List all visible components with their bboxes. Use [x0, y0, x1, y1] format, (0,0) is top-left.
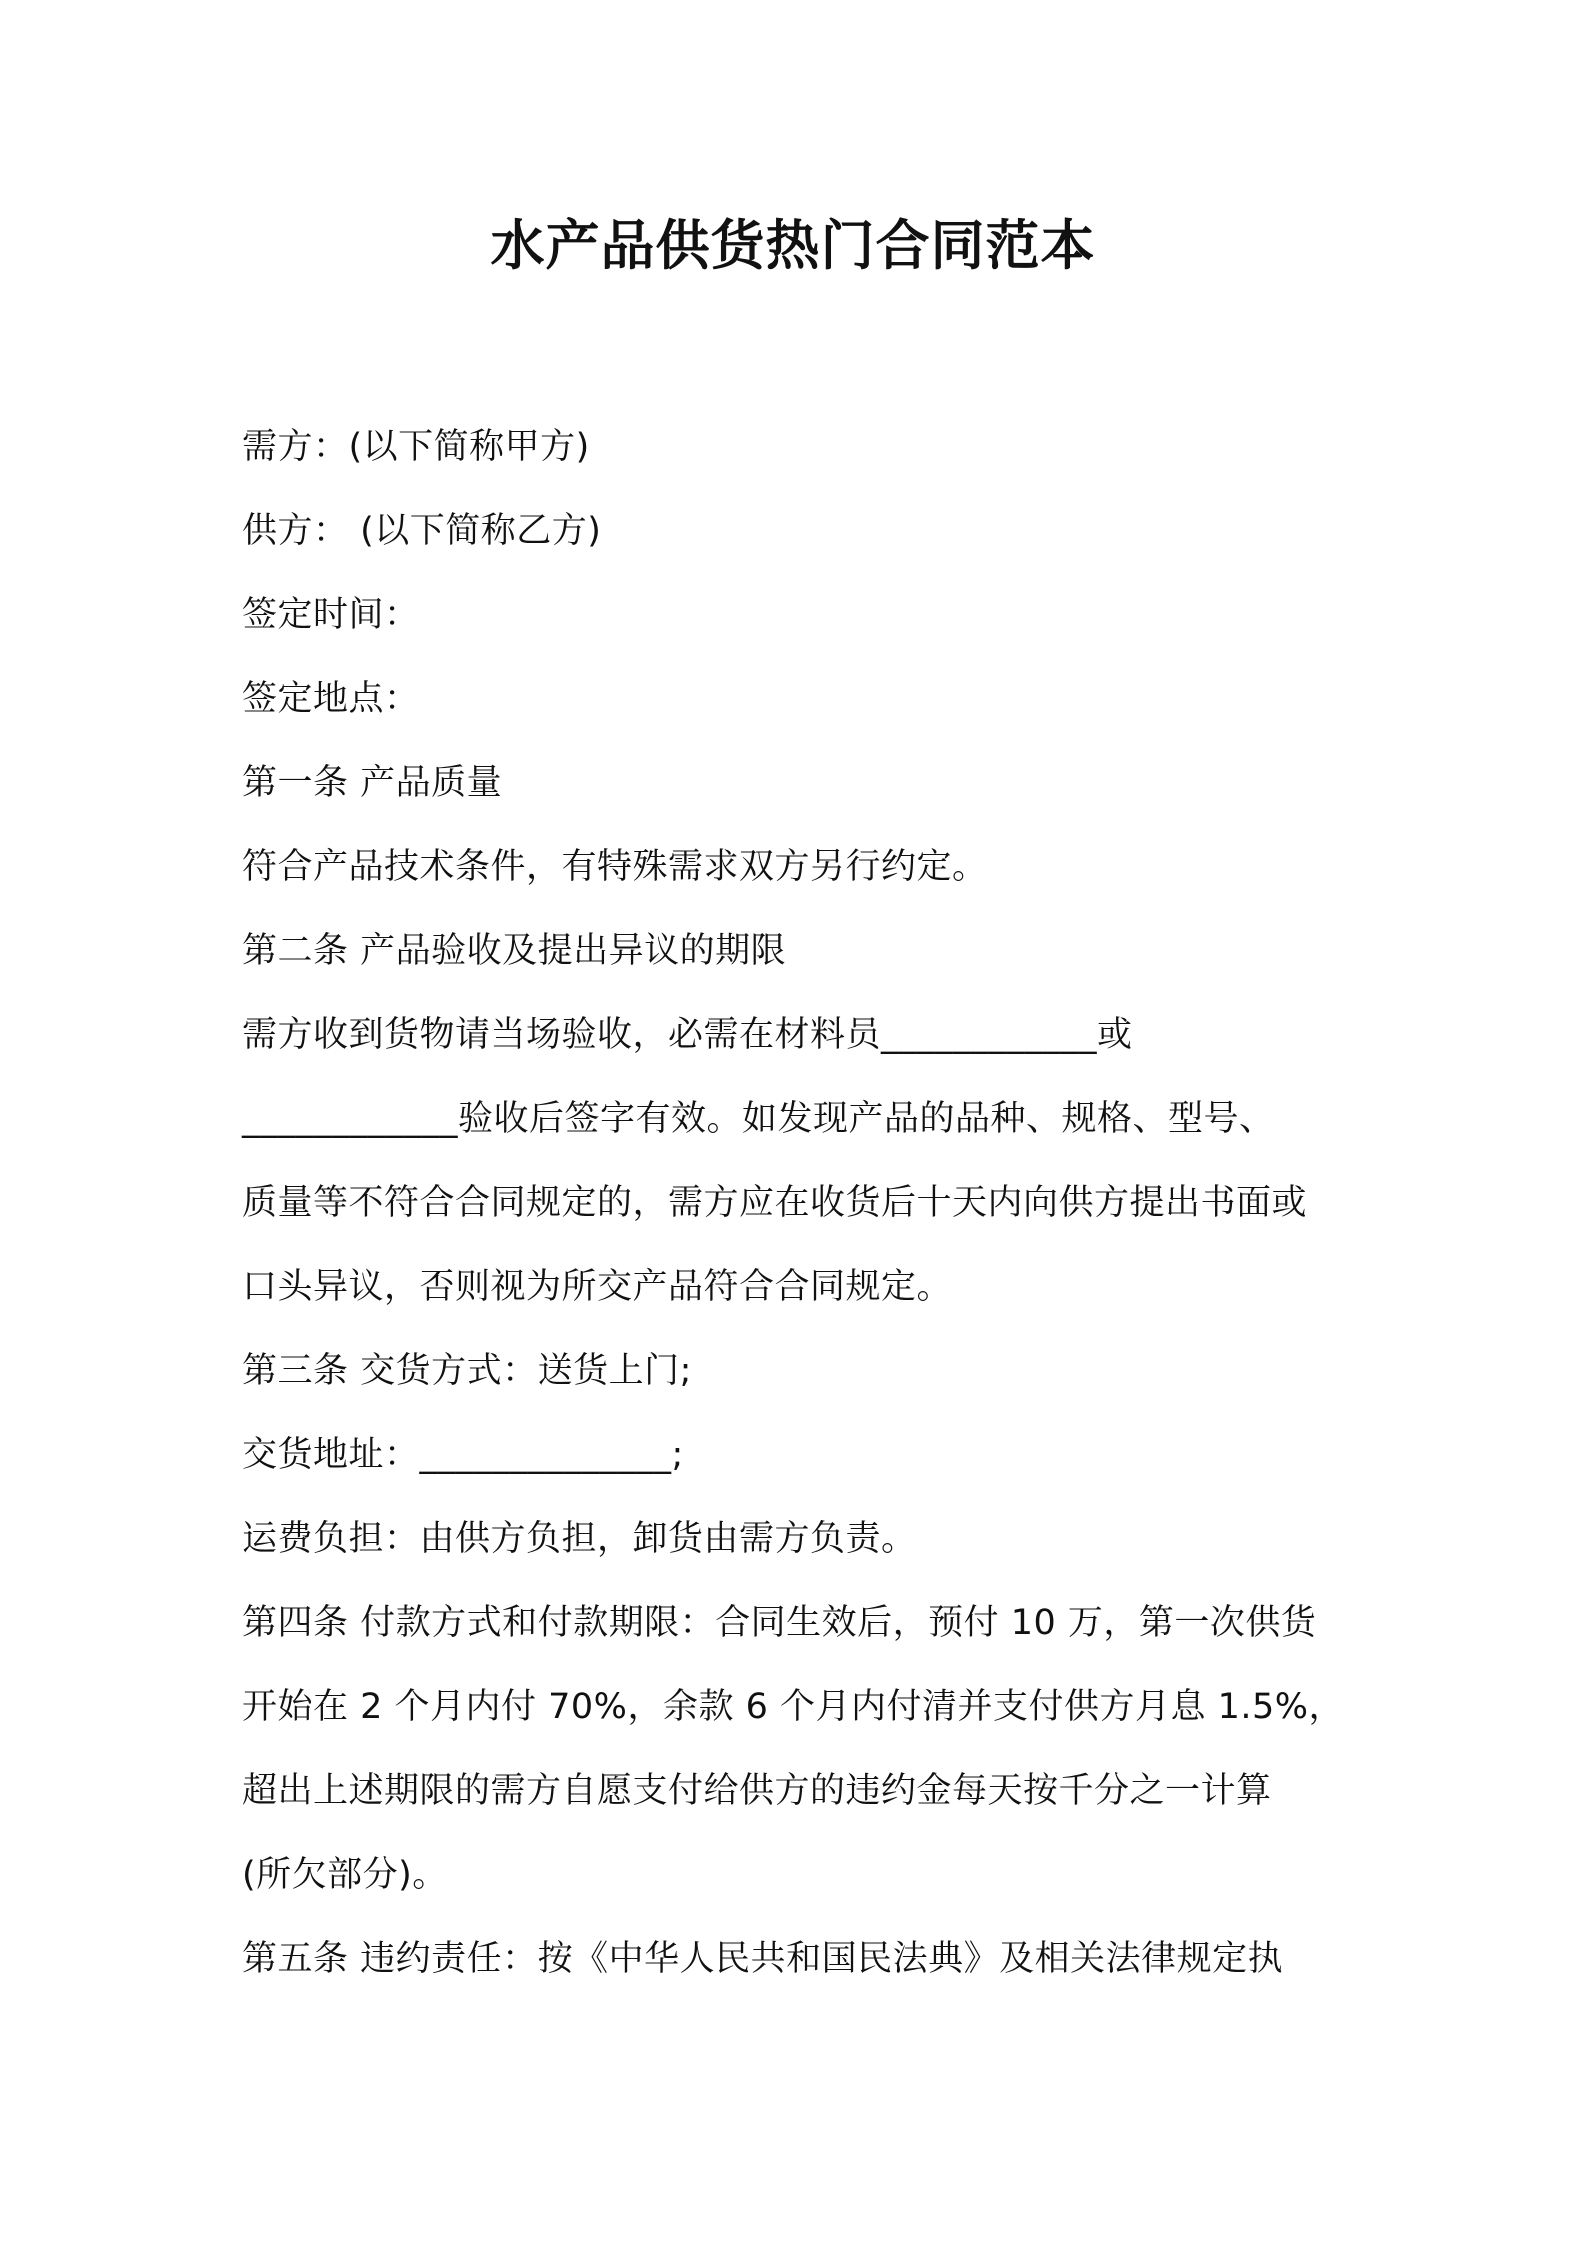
- article-3-heading: 第三条 交货方式：送货上门;: [242, 1351, 692, 1391]
- article-2-text-line: 口头异议，否则视为所交产品符合合同规定。: [242, 1267, 953, 1307]
- article-5-text-line: 第五条 违约责任：按《中华人民共和国民法典》及相关法律规定执: [242, 1939, 1284, 1979]
- signing-time-line: 签定时间：: [242, 595, 420, 635]
- article-4-text-line: 第四条 付款方式和付款期限：合同生效后，预付 10 万，第一次供货: [242, 1603, 1317, 1643]
- article-2-text-line: 需方收到货物请当场验收，必需在材料员____________或: [242, 1015, 1133, 1055]
- document-title: 水产品供货热门合同范本: [490, 214, 1096, 277]
- article-4-text-line: 超出上述期限的需方自愿支付给供方的违约金每天按千分之一计算: [242, 1771, 1272, 1811]
- freight-line: 运费负担：由供方负担，卸货由需方负责。: [242, 1519, 917, 1559]
- article-2-heading: 第二条 产品验收及提出异议的期限: [242, 931, 787, 971]
- delivery-address-line: 交货地址：______________;: [242, 1435, 684, 1475]
- article-2-text-line: 质量等不符合合同规定的，需方应在收货后十天内向供方提出书面或: [242, 1183, 1308, 1223]
- article-2-text-line: ____________验收后签字有效。如发现产品的品种、规格、型号、: [242, 1099, 1275, 1139]
- article-4-text-line: 开始在 2 个月内付 70%，余款 6 个月内付清并支付供方月息 1.5%，: [242, 1687, 1345, 1727]
- contract-body: [242, 405, 1362, 2001]
- buyer-line: 需方：(以下简称甲方): [242, 427, 590, 467]
- signing-place-line: 签定地点：: [242, 679, 420, 719]
- article-1-text: 符合产品技术条件，有特殊需求双方另行约定。: [242, 847, 988, 887]
- article-4-text-line: (所欠部分)。: [242, 1855, 448, 1895]
- article-1-heading: 第一条 产品质量: [242, 763, 503, 803]
- supplier-line: 供方： (以下简称乙方): [242, 511, 602, 551]
